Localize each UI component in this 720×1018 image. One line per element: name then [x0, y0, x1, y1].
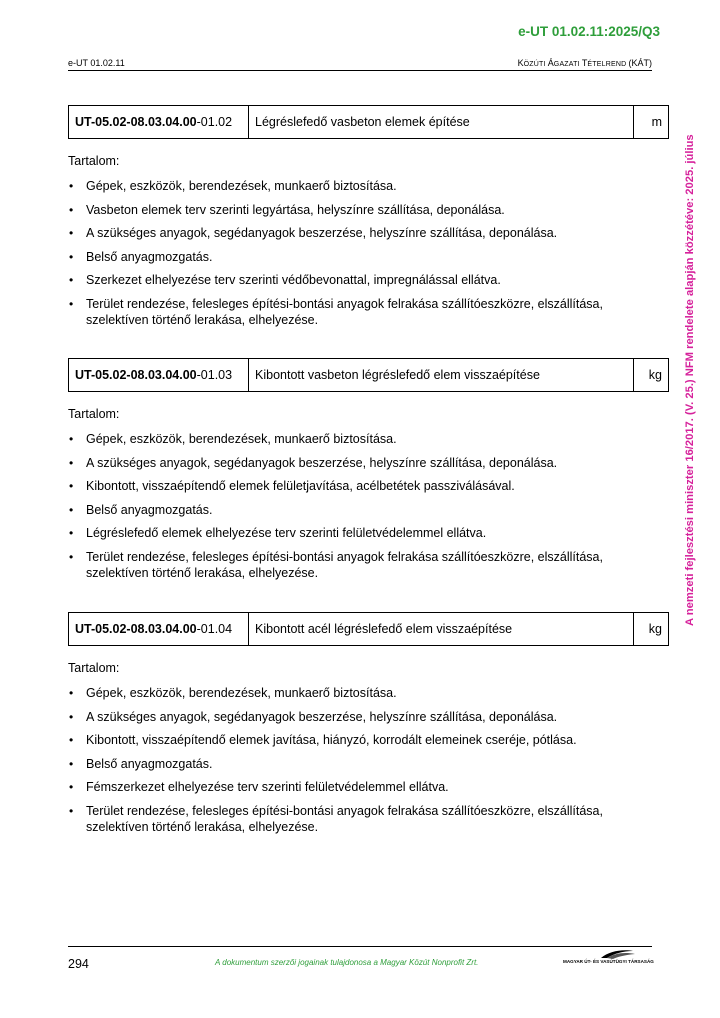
tartalom-label: Tartalom:: [68, 154, 120, 168]
list-item: • Terület rendezése, felesleges építési-bontási anyagok felrakása szállítóeszközre, elszállítása, szelektíven történő lerakása, elhelyezése.: [68, 803, 638, 835]
item-code: UT-05.02-08.03.04.00-01.04: [69, 613, 249, 646]
tartalom-label: Tartalom:: [68, 407, 120, 421]
list-item: • A szükséges anyagok, segédanyagok beszerzése, helyszínre szállítása, deponálása.: [68, 225, 638, 241]
item-table-2: [68, 358, 669, 392]
list-item: • Légréslefedő elemek elhelyezése terv szerinti felületvédelemmel ellátva.: [68, 525, 638, 541]
list-item: • A szükséges anyagok, segédanyagok beszerzése, helyszínre szállítása, deponálása.: [68, 455, 638, 471]
list-item: • Kibontott, visszaépítendő elemek felületjavítása, acélbetétek passziválásával.: [68, 478, 638, 494]
header-divider: [68, 70, 652, 71]
item-table-3: [68, 612, 669, 646]
road-logo-icon: [563, 947, 655, 969]
item-title: Kibontott vasbeton légréslefedő elem visszaépítése: [249, 359, 634, 392]
list-item: • Gépek, eszközök, berendezések, munkaerő biztosítása.: [68, 178, 638, 194]
list-item: • Belső anyagmozgatás.: [68, 756, 638, 772]
logo-text: MAGYAR ÚT- ÉS VASÚTÜGYI TÁRSASÁG: [563, 959, 654, 964]
item-unit: kg: [634, 359, 669, 392]
list-item: • Gépek, eszközök, berendezések, munkaerő biztosítása.: [68, 685, 638, 701]
bullet-list-1: [68, 178, 638, 335]
item-unit: kg: [634, 613, 669, 646]
copyright-note: A dokumentum szerzői jogainak tulajdonosa a Magyar Közút Nonprofit Zrt.: [215, 958, 479, 967]
item-code: UT-05.02-08.03.04.00-01.03: [69, 359, 249, 392]
item-unit: m: [634, 106, 669, 139]
list-item: • Kibontott, visszaépítendő elemek javítása, hiányzó, korrodált elemeinek cseréje, pótlása.: [68, 732, 638, 748]
list-item: • A szükséges anyagok, segédanyagok beszerzése, helyszínre szállítása, deponálása.: [68, 709, 638, 725]
item-title: Kibontott acél légréslefedő elem visszaépítése: [249, 613, 634, 646]
list-item: • Szerkezet elhelyezése terv szerinti védőbevonattal, impregnálással ellátva.: [68, 272, 638, 288]
tartalom-label: Tartalom:: [68, 661, 120, 675]
item-code: UT-05.02-08.03.04.00-01.02: [69, 106, 249, 139]
list-item: • Gépek, eszközök, berendezések, munkaerő biztosítása.: [68, 431, 638, 447]
bullet-list-3: [68, 685, 638, 842]
page-number: 294: [68, 957, 89, 971]
header-left: e-UT 01.02.11: [68, 58, 125, 68]
item-table-1: [68, 105, 669, 139]
list-item: • Belső anyagmozgatás.: [68, 502, 638, 518]
side-note: A nemzeti fejlesztési miniszter 16/2017. (V. 25.) NFM rendelete alapján közzétéve: 2025. július: [684, 134, 696, 626]
header-right: KÖZÚTI ÁGAZATI TÉTELREND (KÁT): [517, 58, 652, 68]
list-item: • Terület rendezése, felesleges építési-bontási anyagok felrakása szállítóeszközre, elszállítása, szelektíven történő lerakása, elhelyezése.: [68, 549, 638, 581]
bullet-list-2: [68, 431, 638, 588]
item-title: Légréslefedő vasbeton elemek építése: [249, 106, 634, 139]
list-item: • Belső anyagmozgatás.: [68, 249, 638, 265]
doc-code: e-UT 01.02.11:2025/Q3: [518, 24, 660, 39]
list-item: • Terület rendezése, felesleges építési-bontási anyagok felrakása szállítóeszközre, elszállítása, szelektíven történő lerakása, elhelyezése.: [68, 296, 638, 328]
list-item: • Fémszerkezet elhelyezése terv szerinti felületvédelemmel ellátva.: [68, 779, 638, 795]
list-item: • Vasbeton elemek terv szerinti legyártása, helyszínre szállítása, deponálása.: [68, 202, 638, 218]
